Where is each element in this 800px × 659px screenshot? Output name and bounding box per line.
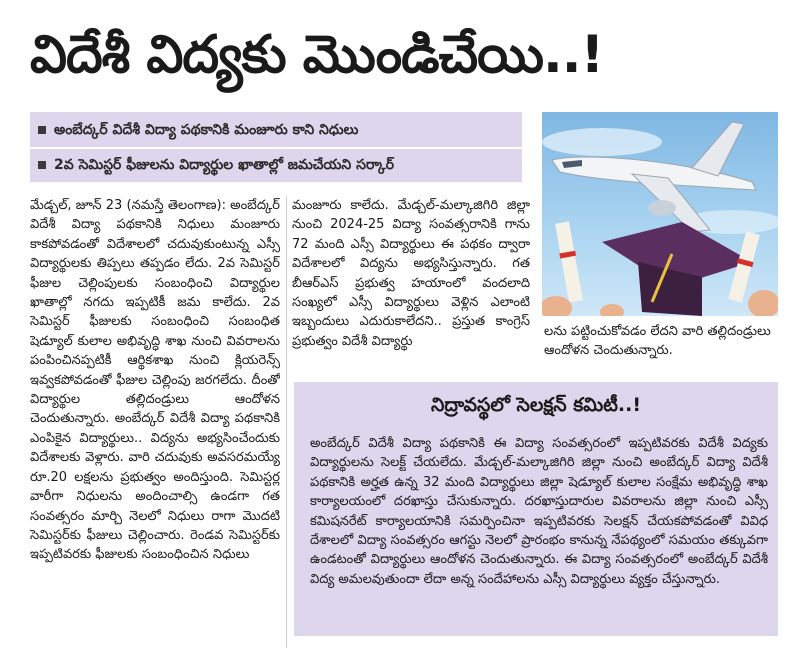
headline: విదేశీ విద్యకు మొండిచేయి..! <box>30 25 604 85</box>
article-paragraph: మేడ్చల్, జూన్ 23 (నమస్తే తెలంగాణ): అంబేద్కర్ విదేశీ విద్యా పథకానికి నిధులు మంజూరు కాకపోవడంతో విదేశాలలో చదువుకుంటున్న ఎస్సీ విద్యార్థులకు తిప్పలు తప్పడం లేదు. 2వ సెమిస్టర్ ఫీజుల చెల్లింపులకు సంబంధించి విద్యార్థుల ఖాతాల్లో నగదు ఇప్పటికీ జమ కాలేదు. 2వ సెమిస్టర్ ఫీజులకు సంబంధించి సంబంధిత షెడ్యూల్ కులాల అభివృద్ధి శాఖ నుంచి వివరాలను పంపించినప్పటికీ ఆర్థికశాఖ నుంచి క్లియరెన్స్ ఇవ్వకపోవడంతో ఫీజుల చెల్లింపు జరగలేదు. దీంతో విద్యార్థుల తల్లిదండ్రులు ఆందోళన చెందుతున్నారు. అంబేద్కర్ విదేశీ విద్యా పథకానికి ఎంపికైన విద్యార్థులు.. విద్యను అభ్యసించేందుకు విదేశాలకు వెళ్లారు. వారి చదువుకు అవసరమయ్యే రూ.20 లక్షలను ప్రభుత్వం అందిస్తుంది. సెమిస్టర్ల వారీగా నిధులను అందించాల్సి ఉండగా గత సంవత్సరం మార్చి నెలలో నిధులు రాగా మొదటి సెమిస్టర్‌కు ఫీజులు చెల్లించారు. రెండవ సెమిస్టర్‌కు ఇప్పటివరకు ఫీజులకు సంబంధించిన నిధులు <box>30 198 280 563</box>
sidebar-title: నిద్రావస్థలో సెలక్షన్ కమిటీ..! <box>431 394 641 416</box>
airplane-graduation-icon <box>542 112 778 316</box>
article-paragraph: మంజూరు కాలేదు. మేడ్చల్-మల్కాజిగిరి జిల్లా నుంచి 2024-25 విద్యా సంవత్సరానికి గాను 72 మంది ఎస్సీ విద్యార్థులు ఈ పథకం ద్వారా విదేశాలలో విద్యను అభ్యసిస్తున్నారు. గత బీఆర్‌ఎస్ ప్రభుత్వ హయాంలో వందలాది సంఖ్యలో ఎస్సీ విద్యార్థులు వెళ్లిన ఎలాంటి ఇబ్బందులు ఎదురుకాలేదని.. ప్రస్తుత కాంగ్రెస్ ప్రభుత్వం విదేశీ విద్యార్థు <box>292 198 530 349</box>
highlight-text: అంబేద్కర్ విదేశీ విద్యా పథకానికి మంజూరు కాని నిధులు <box>54 122 359 138</box>
bullet-icon <box>38 161 46 169</box>
article-column-2 <box>292 196 530 366</box>
divider <box>30 147 522 149</box>
sidebar-box <box>294 382 778 636</box>
highlight-item <box>38 117 518 143</box>
sidebar-title-bar <box>294 382 778 428</box>
column-rule <box>286 196 287 648</box>
highlights-box <box>30 112 522 182</box>
bullet-icon <box>38 126 46 134</box>
article-photo <box>542 112 778 316</box>
highlight-text: 2వ సెమిస్టర్ ఫీజులను విద్యార్థుల ఖాతాల్లో జమచేయని సర్కార్ <box>54 157 395 173</box>
graduation-cap-icon <box>602 222 752 316</box>
sidebar-body: అంబేద్కర్ విదేశీ విద్యా పథకానికి ఈ విద్యా సంవత్సరంలో ఇప్పటివరకు విదేశీ విద్యకు విద్యార్థులను సెలక్ట్ చేయలేదు. మేడ్చల్-మల్కాజిగిరి జిల్లా నుంచి అంబేద్కర్ విద్యా విదేశీ పథకానికి అర్హత ఉన్న 32 మంది విద్యార్థులు జిల్లా షెడ్యూల్ కులాల సంక్షేమ అభివృద్ధి శాఖ కార్యాలయంలో దరఖాస్తు చేసుకున్నారు. దరఖాస్తుదారుల వివరాలను జిల్లా నుంచి ఎస్సీ కమిషనరేట్ కార్యాలయానికి సమర్పించినా ఇప్పటివరకు సెలక్షన్ చేయకపోవడంతో వివిధ దేశాలలో విద్యా సంవత్సరం ఆగస్టు నెలలో ప్రారంభం కానున్న నేపథ్యంలో సమయం తక్కువగా ఉండటంతో విద్యార్థులు ఆందోళన చెందుతున్నారు. ఈ విద్యా సంవత్సరంలో అంబేద్కర్ విదేశీ విద్య అమలవుతుందా లేదా అన్న సందేహాలను ఎస్సీ విద్యార్థులు వ్యక్తం చేస్తున్నారు. <box>310 436 768 587</box>
article-column-1 <box>30 196 280 651</box>
highlight-item <box>38 152 518 178</box>
article-continuation: లను పట్టించుకోవడం లేదని వారి తల్లిదండ్రులు ఆందోళన చెందుతున్నారు. <box>544 324 771 359</box>
